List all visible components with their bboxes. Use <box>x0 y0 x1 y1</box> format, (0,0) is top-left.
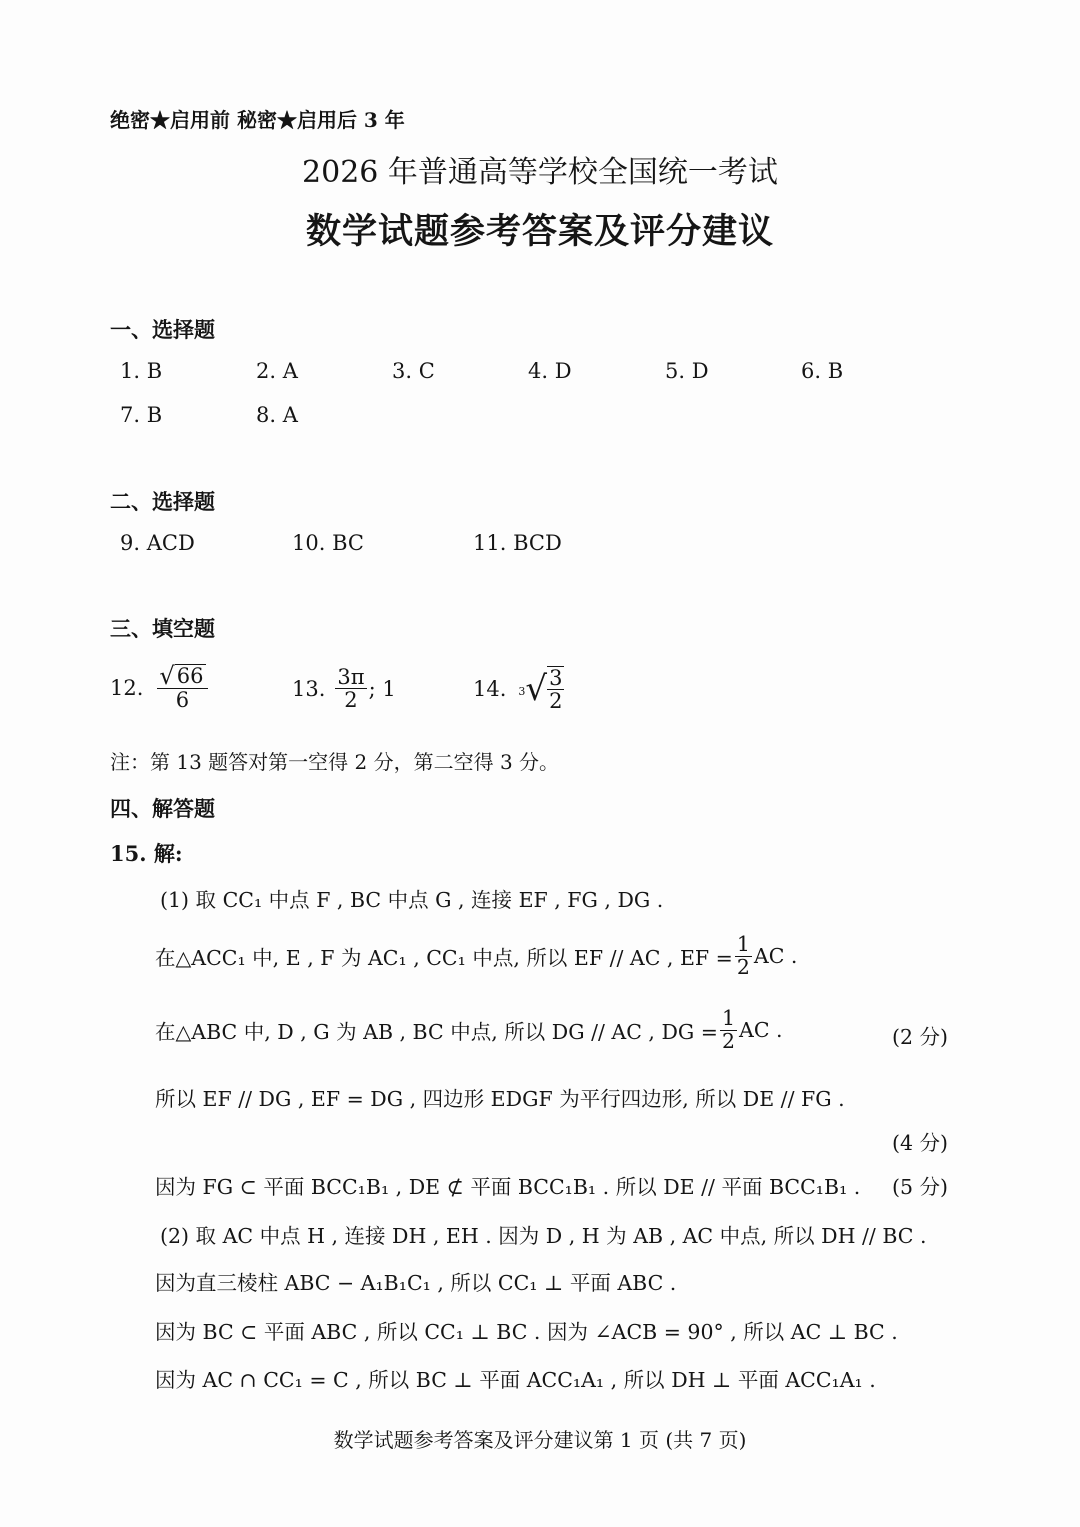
fraction <box>335 666 366 711</box>
fraction <box>720 1008 737 1052</box>
answer-item: 8. A <box>256 403 298 427</box>
answer-item-13 <box>292 666 396 711</box>
answer-item-14 <box>473 666 566 712</box>
document-title: 数学试题参考答案及评分建议 <box>305 211 774 252</box>
answer-suffix: ; 1 <box>368 676 396 701</box>
answer-item: 5. D <box>665 359 709 383</box>
section-title-multiple-choice: 一、选择题 <box>110 317 215 342</box>
page-footer: 数学试题参考答案及评分建议第 1 页 (共 7 页) <box>333 1428 747 1452</box>
answer-item: 4. D <box>528 359 572 383</box>
answer-item: 1. B <box>120 359 163 383</box>
fraction-numerator: 1 <box>721 1006 736 1030</box>
solution-line: 因为直三棱柱 ABC − A₁B₁C₁ , 所以 CC₁ ⊥ 平面 ABC . <box>155 1271 677 1295</box>
solution-line: (2) 取 AC 中点 H , 连接 DH , EH . 因为 D , H 为 AB , AC 中点, 所以 DH // BC . <box>160 1224 927 1248</box>
section-title-fill-blank: 三、填空题 <box>110 616 215 641</box>
solution-line: (1) 取 CC₁ 中点 F , BC 中点 G , 连接 EF , FG , DG . <box>160 888 664 912</box>
fraction <box>735 934 752 978</box>
solution-text: 在△ACC₁ 中, E , F 为 AC₁ , CC₁ 中点, 所以 EF // AC , EF = <box>155 946 733 971</box>
answer-item: 11. BCD <box>473 531 562 555</box>
answer-item-12 <box>110 664 210 711</box>
solution-text: 在△ABC 中, D , G 为 AB , BC 中点, 所以 DG // AC , DG = <box>155 1020 718 1045</box>
solution-line <box>155 1008 783 1052</box>
solution-line: 因为 BC ⊂ 平面 ABC , 所以 CC₁ ⊥ BC . 因为 ∠ACB = 90° , 所以 AC ⊥ BC . <box>155 1320 898 1344</box>
root-index: 3 <box>518 684 526 698</box>
solution-line: 因为 AC ∩ CC₁ = C , 所以 BC ⊥ 平面 ACC₁A₁ , 所以 DH ⊥ 平面 ACC₁A₁ . <box>155 1368 876 1392</box>
solution-line: 因为 FG ⊂ 平面 BCC₁B₁ , DE ⊄ 平面 BCC₁B₁ . 所以 DE // 平面 BCC₁B₁ . <box>155 1175 861 1199</box>
solution-line: 所以 EF // DG , EF = DG , 四边形 EDGF 为平行四边形, 所以 DE // FG . <box>155 1087 845 1111</box>
section-title-multi-select: 二、选择题 <box>110 489 215 514</box>
answer-label: 13. <box>292 676 326 701</box>
scoring-note: 注：第 13 题答对第一空得 2 分，第二空得 3 分。 <box>110 750 560 774</box>
fraction <box>547 666 564 712</box>
fraction <box>157 664 207 711</box>
score-marker: (2 分) <box>892 1025 949 1049</box>
answer-item: 6. B <box>801 359 844 383</box>
fraction-denominator: 2 <box>344 688 358 713</box>
score-marker: (5 分) <box>892 1175 949 1199</box>
fraction-denominator: 2 <box>549 689 563 714</box>
fraction-denominator: 2 <box>736 954 750 979</box>
fraction-numerator: 1 <box>736 932 750 956</box>
fraction-numerator: 3 <box>549 666 563 690</box>
answer-item: 3. C <box>392 359 435 383</box>
fraction-numerator <box>157 664 207 689</box>
answer-label: 12. <box>110 675 144 700</box>
confidentiality-mark: 绝密★启用前 秘密★启用后 3 年 <box>110 108 405 132</box>
solution-line <box>155 934 797 978</box>
cube-root-expression <box>518 666 566 712</box>
exam-title: 2026 年普通高等学校全国统一考试 <box>302 155 778 190</box>
answer-item: 2. A <box>256 359 298 383</box>
fraction-denominator: 2 <box>721 1028 736 1053</box>
score-marker: (4 分) <box>892 1131 949 1155</box>
radical-sign: √ <box>525 669 548 710</box>
solution-text: AC . <box>739 1018 783 1043</box>
solution-text: AC . <box>753 944 798 969</box>
question-15-label: 15. 解: <box>110 841 183 866</box>
fraction-numerator: 3π <box>337 665 365 689</box>
answer-item: 7. B <box>120 403 163 427</box>
answer-item: 10. BC <box>292 531 364 555</box>
section-title-solutions: 四、解答题 <box>110 796 215 821</box>
answer-item: 9. ACD <box>120 531 195 555</box>
answer-label: 14. <box>473 677 507 702</box>
sqrt-expression: √ 66 <box>159 662 204 690</box>
fraction-denominator: 6 <box>175 688 190 713</box>
